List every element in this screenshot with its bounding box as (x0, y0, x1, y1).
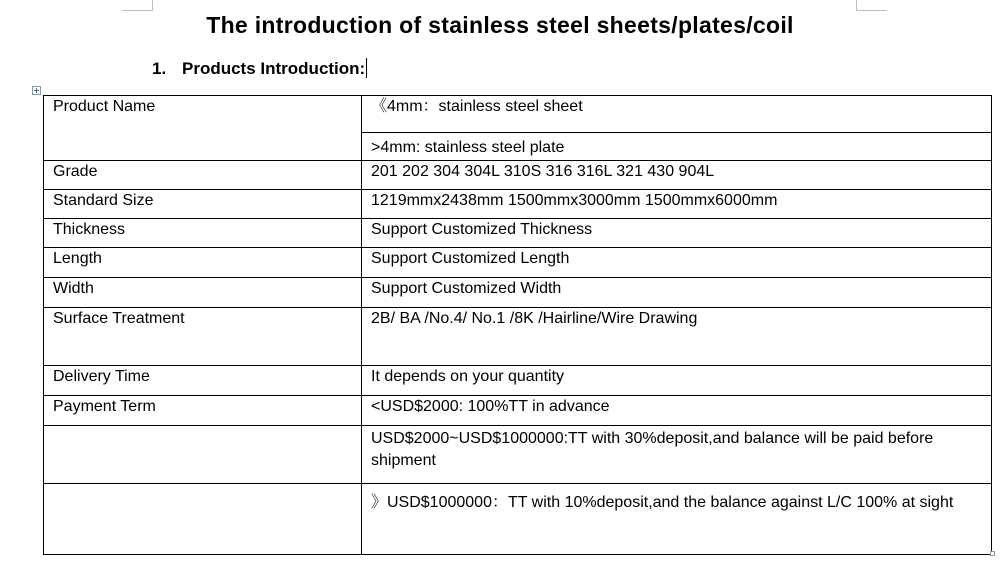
table-row (44, 190, 992, 219)
row-label-payment-term[interactable]: Payment Term (44, 396, 362, 426)
table-row (44, 96, 992, 133)
row-value-product-name-sheet[interactable]: 《4mm：stainless steel sheet (362, 96, 992, 133)
row-value-surface-treatment[interactable]: 2B/ BA /No.4/ No.1 /8K /Hairline/Wire Drawing (362, 308, 992, 366)
table-row (44, 219, 992, 248)
row-value-product-name-plate[interactable]: >4mm: stainless steel plate (362, 132, 992, 160)
table-move-handle-icon[interactable] (32, 86, 41, 95)
row-label-empty[interactable] (44, 426, 362, 484)
table-row (44, 248, 992, 278)
row-value-payment-term-medium[interactable]: USD$2000~USD$1000000:TT with 30%deposit,and balance will be paid before shipment (362, 426, 992, 484)
row-value-standard-size[interactable]: 1219mmx2438mm 1500mmx3000mm 1500mmx6000mm (362, 190, 992, 219)
row-value-thickness[interactable]: Support Customized Thickness (362, 219, 992, 248)
table-row (44, 366, 992, 396)
page-margin-corner-right (856, 0, 887, 11)
table-row (44, 308, 992, 366)
page-margin-corner-left (122, 0, 153, 11)
row-value-width[interactable]: Support Customized Width (362, 278, 992, 308)
row-label-width[interactable]: Width (44, 278, 362, 308)
section-title: Products Introduction: (182, 59, 366, 78)
table-row (44, 484, 992, 555)
section-number: 1. (152, 59, 167, 78)
table-row (44, 426, 992, 484)
table-resize-handle-icon[interactable] (990, 551, 995, 556)
row-label-grade[interactable]: Grade (44, 161, 362, 190)
row-label-surface-treatment[interactable]: Surface Treatment (44, 308, 362, 366)
row-label-length[interactable]: Length (44, 248, 362, 278)
document-title: The introduction of stainless steel sheets/plates/coil (206, 12, 794, 38)
row-label-product-name[interactable]: Product Name (44, 96, 362, 161)
row-value-payment-term-large[interactable]: 》USD$1000000：TT with 10%deposit,and the balance against L/C 100% at sight (362, 484, 992, 555)
row-label-standard-size[interactable]: Standard Size (44, 190, 362, 219)
text-cursor (366, 58, 367, 78)
row-label-delivery-time[interactable]: Delivery Time (44, 366, 362, 396)
product-spec-table (43, 95, 992, 555)
row-label-thickness[interactable]: Thickness (44, 219, 362, 248)
table-row (44, 161, 992, 190)
row-value-grade[interactable]: 201 202 304 304L 310S 316 316L 321 430 904L (362, 161, 992, 190)
row-value-length[interactable]: Support Customized Length (362, 248, 992, 278)
table-row (44, 396, 992, 426)
row-label-empty[interactable] (44, 484, 362, 555)
table-row (44, 278, 992, 308)
row-value-payment-term-small[interactable]: <USD$2000: 100%TT in advance (362, 396, 992, 426)
section-heading[interactable] (152, 58, 367, 79)
row-value-delivery-time[interactable]: It depends on your quantity (362, 366, 992, 396)
